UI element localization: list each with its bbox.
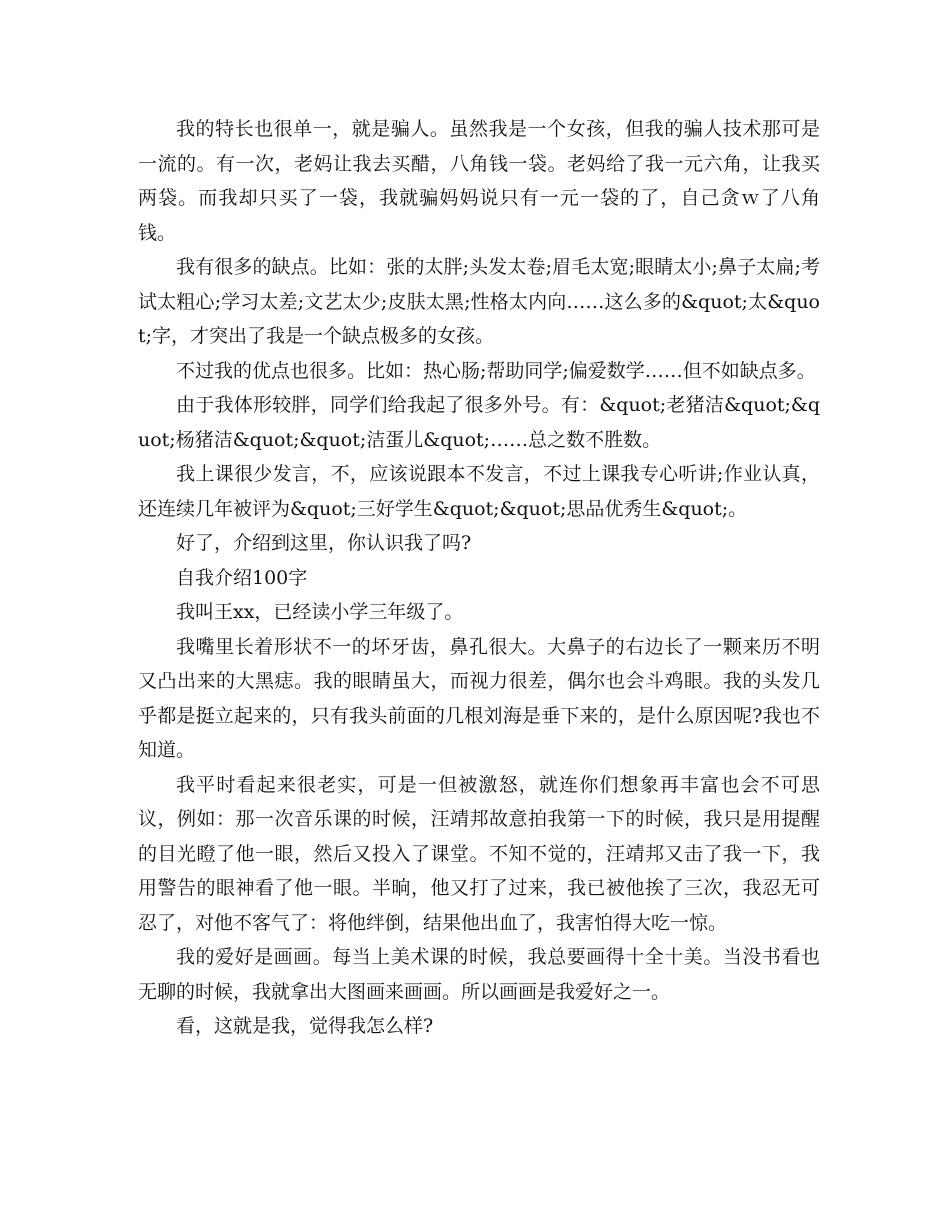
paragraph-name-grade: 我叫王xx，已经读小学三年级了。: [176, 601, 464, 623]
paragraph-closing-question: 好了，介绍到这里，你认识我了吗?: [176, 532, 472, 554]
paragraph-shortcomings: 我有很多的缺点。比如：张的太胖;头发太卷;眉毛太宽;眼睛太小;鼻子太扁;考试太粗心;学习太差;文艺太少;皮肤太黑;性格太内向……这么多的&quot;太&quot;字，才突出了我是一个缺点极多的女孩。: [138, 256, 820, 347]
section-heading: 自我介绍100字: [176, 566, 308, 589]
paragraph-classroom: 我上课很少发言，不，应该说跟本不发言，不过上课我专心听讲;作业认真，还连续几年被评为&quot;三好学生&quot;&quot;思品优秀生&quot;。: [138, 463, 820, 520]
paragraph-specialty: 我的特长也很单一，就是骗人。虽然我是一个女孩，但我的骗人技术那可是一流的。有一次，老妈让我去买醋，八角钱一袋。老妈给了我一元六角，让我买两袋。而我却只买了一袋，我就骗妈妈说只有一元一袋的了，自己贪ｗ了八角钱。: [138, 118, 820, 244]
paragraph-nicknames: 由于我体形较胖，同学们给我起了很多外号。有：&quot;老猪洁&quot;&quot;杨猪洁&quot;&quot;洁蛋儿&quot;……总之数不胜数。: [138, 394, 820, 451]
paragraph-temper-story: 我平时看起来很老实，可是一但被激怒，就连你们想象再丰富也会不可思议，例如：那一次音乐课的时候，汪靖邦故意拍我第一下的时候，我只是用提醒的目光瞪了他一眼，然后又投入了课堂。不知不觉的，汪靖邦又击了我一下，我用警告的眼神看了他一眼。半晌，他又打了过来，我已被他挨了三次，我忍无可忍了，对他不客气了：将他绊倒，结果他出血了，我害怕得大吃一惊。: [138, 773, 820, 934]
paragraph-final-question: 看，这就是我，觉得我怎么样?: [176, 1015, 434, 1037]
paragraph-hobby: 我的爱好是画画。每当上美术课的时候，我总要画得十全十美。当没书看也无聊的时候，我就拿出大图画来画画。所以画画是我爱好之一。: [138, 946, 820, 1003]
paragraph-strengths: 不过我的优点也很多。比如：热心肠;帮助同学;偏爱数学……但不如缺点多。: [176, 359, 816, 382]
document-body: [138, 112, 820, 1044]
paragraph-appearance: 我嘴里长着形状不一的坏牙齿，鼻孔很大。大鼻子的右边长了一颗来历不明又凸出来的大黑痣。我的眼睛虽大，而视力很差，偶尔也会斗鸡眼。我的头发几乎都是挺立起来的，只有我头前面的几根刘海是垂下来的，是什么原因呢?我也不知道。: [138, 635, 820, 761]
